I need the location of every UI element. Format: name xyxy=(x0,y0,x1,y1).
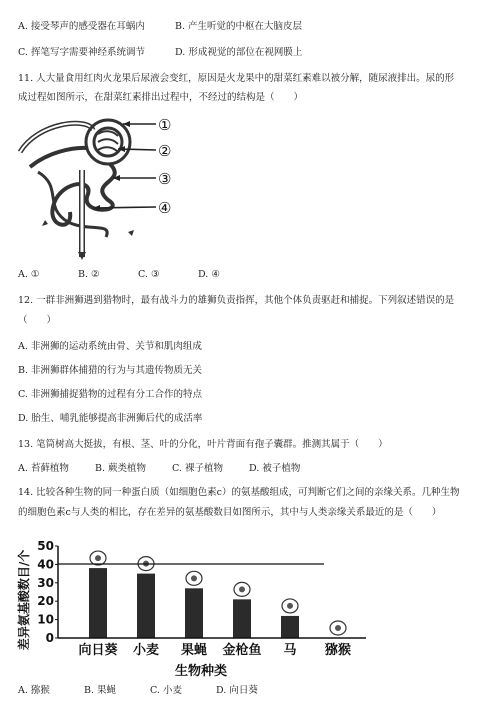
bar xyxy=(281,616,299,638)
q11-option-a: A. ① xyxy=(18,269,40,280)
category-label: 马 xyxy=(283,643,297,658)
y-tick-label: 40 xyxy=(37,557,54,572)
q11-option-c: C. ③ xyxy=(138,269,160,280)
label-1: ① xyxy=(158,116,172,134)
y-axis-label: 差异氨基酸数目/个 xyxy=(17,549,31,651)
label-2: ② xyxy=(158,142,172,160)
bar xyxy=(185,588,203,638)
q12-option-a: A. 非洲狮的运动系统由骨、关节和肌肉组成 xyxy=(18,341,202,352)
organism-icon xyxy=(186,571,202,585)
option-d-prev: D. 形成视觉的部位在视网膜上 xyxy=(175,47,303,58)
q14-option-d: D. 向日葵 xyxy=(216,685,258,696)
option-c-prev: C. 挥笔写字需要神经系统调节 xyxy=(18,47,145,58)
label-4: ④ xyxy=(158,199,172,217)
option-a-prev: A. 接受琴声的感受器在耳蜗内 xyxy=(18,21,145,32)
q12-stem-line2: （ ） xyxy=(18,315,57,326)
y-tick-label: 30 xyxy=(37,575,54,590)
amino-acid-bar-chart xyxy=(6,530,366,680)
bar xyxy=(137,574,155,638)
category-label: 金枪鱼 xyxy=(222,643,262,658)
y-tick-label: 20 xyxy=(37,594,54,609)
y-tick-label: 50 xyxy=(37,539,54,553)
q14-stem-line1: 14. 比较各种生物的同一种蛋白质（如细胞色素c）的氨基酸组成，可判断它们之间的亲缘关系。几种生物 xyxy=(18,487,460,498)
q12-option-b: B. 非洲狮群体捕猎的行为与其遗传物质无关 xyxy=(18,365,203,376)
q13-option-b: B. 蕨类植物 xyxy=(95,463,147,474)
q14-option-a: A. 猕猴 xyxy=(18,685,50,696)
organism-icon xyxy=(234,582,250,596)
q11-stem-line1: 11. 人大量食用红肉火龙果后尿液会变红，原因是火龙果中的甜菜红素难以被分解，随尿液排出。尿的形 xyxy=(18,73,455,84)
y-tick-label: 10 xyxy=(37,612,54,627)
q14-option-c: C. 小麦 xyxy=(150,685,182,696)
q12-option-d: D. 胎生、哺乳能够提高非洲狮后代的成活率 xyxy=(18,413,203,424)
organism-icon xyxy=(282,599,298,613)
q12-option-c: C. 非洲狮捕捉猎物的过程有分工合作的特点 xyxy=(18,389,202,400)
q13-option-d: D. 被子植物 xyxy=(249,463,301,474)
option-b-prev: B. 产生听觉的中枢在大脑皮层 xyxy=(175,21,303,32)
label-3: ③ xyxy=(158,170,172,188)
q11-option-b: B. ② xyxy=(78,269,100,280)
q11-stem-line2: 成过程如图所示，在甜菜红素排出过程中，不经过的结构是（ ） xyxy=(18,92,304,103)
organism-icon xyxy=(90,551,106,565)
q14-option-b: B. 果蝇 xyxy=(84,685,117,696)
category-label: 猕猴 xyxy=(324,643,352,658)
q13-stem: 13. 笔筒树高大挺拔，有根、茎、叶的分化，叶片背面有孢子囊群。推测其属于（ ） xyxy=(18,439,388,450)
glomerulus xyxy=(94,128,122,156)
bar xyxy=(89,568,107,638)
x-axis-label: 生物种类 xyxy=(174,664,228,679)
q13-option-a: A. 苔藓植物 xyxy=(18,463,69,474)
q11-option-d: D. ④ xyxy=(198,269,220,280)
organism-icon xyxy=(330,621,346,635)
bar xyxy=(233,599,251,638)
category-label: 小麦 xyxy=(132,643,160,658)
q14-stem-line2: 的细胞色素c与人类的相比，存在差异的氨基酸数目如图所示，其中与人类亲缘关系最近的是（ ） xyxy=(18,507,442,518)
category-label: 果蝇 xyxy=(180,643,208,658)
q13-option-c: C. 裸子植物 xyxy=(172,463,223,474)
q12-stem-line1: 12. 一群非洲狮遇到猎物时，最有战斗力的雄狮负责指挥，其他个体负责驱赶和捕捉。下列叙述错误的是 xyxy=(18,295,455,306)
category-label: 向日葵 xyxy=(78,643,118,658)
nephron-diagram xyxy=(18,112,198,262)
y-tick-label: 0 xyxy=(45,631,54,645)
